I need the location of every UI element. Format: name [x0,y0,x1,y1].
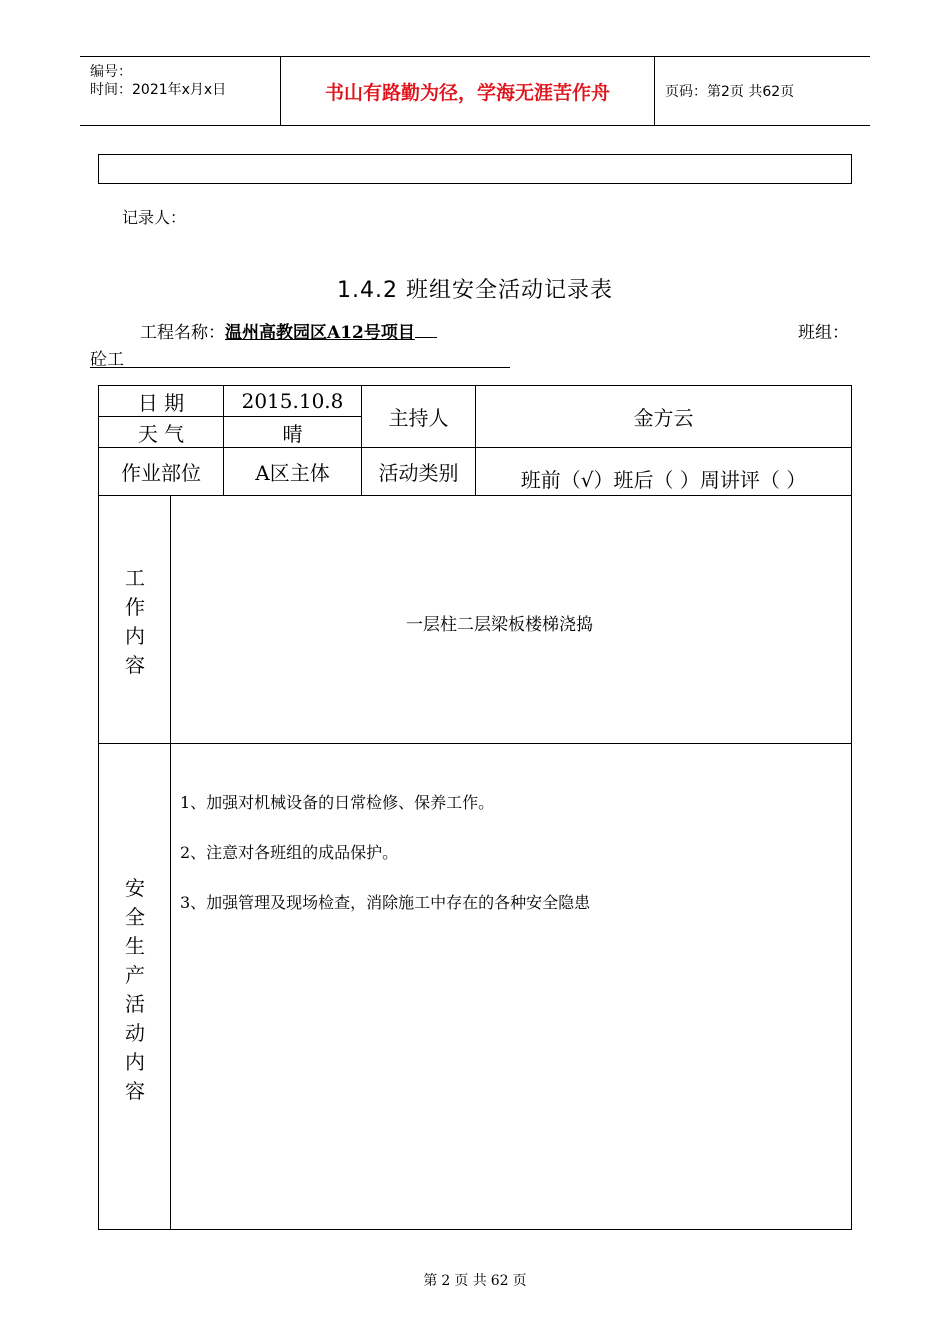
row-divider [99,743,851,744]
project-label: 工程名称： [140,323,225,343]
footer-total-pages: 62 [490,1273,509,1289]
host-value: 金方云 [633,406,694,430]
time-label: 时间：2021年x月x日 [90,82,227,98]
label-char: 内 [125,624,145,648]
location-label: 作业部位 [121,461,201,485]
safety-activity-table [98,385,852,1230]
label-char: 作 [125,595,145,619]
label-char: 容 [125,653,145,677]
label-char: 动 [125,1021,145,1045]
header-meta [80,57,281,125]
host-label: 主持人 [388,406,449,430]
activity-type-label: 活动类别 [378,461,459,485]
project-line [140,318,437,343]
safety-content-label [99,874,171,1106]
label-char: 生 [125,934,145,958]
footer-text: 页 共 [454,1273,487,1289]
page-header [80,56,870,126]
weather-label: 天 气 [137,421,185,446]
weather-value: 晴 [282,421,303,446]
page-footer [0,1270,950,1290]
label-char: 内 [125,1050,145,1074]
project-name: 温州高教园区A12号项目 [225,323,415,343]
label-char: 安 [125,876,145,900]
activity-type-value: 班前（√）班后（ ）周讲评（ ） [520,468,807,492]
recorder-label: 记录人： [122,208,187,227]
footer-text: 页 [512,1273,527,1289]
safety-item: 1、加强对机械设备的日常检修、保养工作。 [180,793,495,812]
safety-item: 3、加强管理及现场检查，消除施工中存在的各种安全隐患 [180,893,591,912]
team-value: 砼工 [90,345,510,368]
number-label: 编号： [90,64,132,80]
label-char: 产 [125,963,145,987]
previous-table-tail [98,154,852,184]
label-char: 全 [125,905,145,929]
location-value: A区主体 [255,461,330,485]
label-char: 工 [125,566,145,590]
work-content-label [99,564,171,680]
header-motto: 书山有路勤为径，学海无涯苦作舟 [281,57,655,125]
date-label: 日 期 [137,390,185,415]
footer-page-number: 2 [441,1273,451,1289]
page-title: 1.4.2 班组安全活动记录表 [337,278,613,303]
underline-pad [415,323,437,338]
work-content-value: 一层柱二层梁板楼梯浇捣 [406,615,593,635]
date-value: 2015.10.8 [241,389,344,413]
safety-item: 2、注意对各班组的成品保护。 [180,843,399,862]
team-label: 班组： [798,323,849,343]
label-char: 容 [125,1079,145,1103]
label-char: 活 [125,992,145,1016]
footer-text: 第 [423,1273,438,1289]
header-page-info: 页码：第2页 共62页 [665,84,795,100]
